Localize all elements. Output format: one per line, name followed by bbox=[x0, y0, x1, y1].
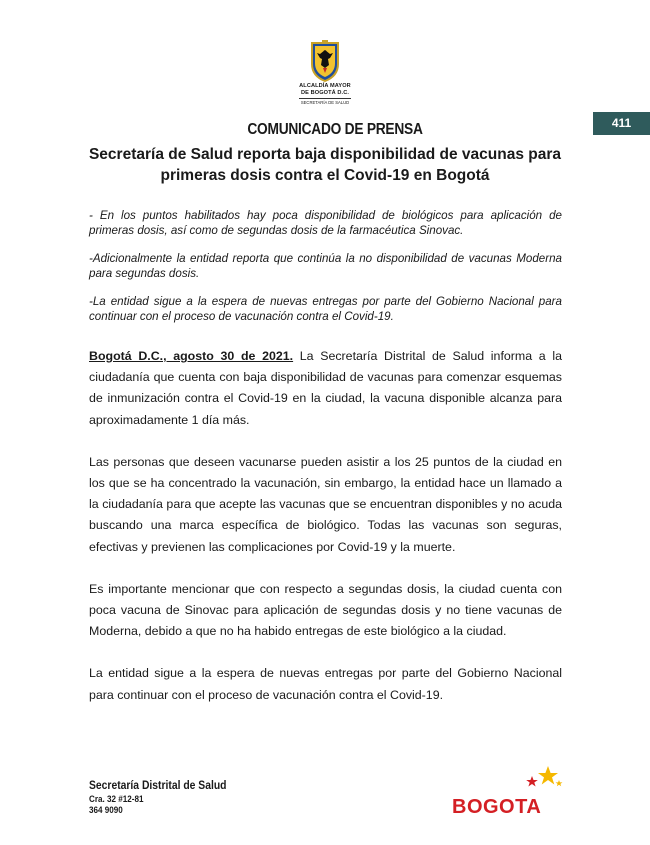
bogota-wordmark: BOGOTA bbox=[452, 796, 542, 818]
body-paragraph-2: Las personas que deseen vacunarse pueden asistir a los 25 puntos de la ciudad en los que se ha concentrado la vacunación, sin embargo, la entidad hace un llamado a la ciudadanía para que acepte las vacunas que se encuentran disponibles y no acuda buscando una marca específica de biológico. Todas las vacunas son seguras, efectivas y previenen las complicaciones por Covid-19 y la muerte. bbox=[89, 454, 562, 554]
highlight-item: -La entidad sigue a la espera de nuevas entregas por parte del Gobierno Nacional para continuar con el proceso de vacunación contra el Covid-19. bbox=[89, 295, 562, 323]
footer-org-name: Secretaría Distrital de Salud bbox=[89, 780, 227, 792]
highlights-list bbox=[89, 208, 562, 337]
press-release-heading: COMUNICADO DE PRENSA bbox=[247, 121, 423, 138]
highlight-item: - En los puntos habilitados hay poca disponibilidad de biológicos para aplicación de primeras dosis, así como de segundas dosis de la farmacéutica Sinovac. bbox=[89, 209, 562, 237]
logo-line-alcaldia: ALCALDÍA MAYOR bbox=[299, 83, 351, 89]
dateline: Bogotá D.C., agosto 30 de 2021. bbox=[89, 349, 294, 363]
stars-icon bbox=[522, 764, 564, 798]
release-title: Secretaría de Salud reporta baja disponibilidad de vacunas para primeras dosis contra el Covid-19 en Bogotá bbox=[88, 146, 562, 184]
release-body bbox=[89, 346, 562, 727]
body-paragraph-4: La entidad sigue a la espera de nuevas entregas por parte del Gobierno Nacional para continuar con el proceso de vacunación contra el Covid-19. bbox=[89, 666, 562, 702]
bogota-brand-logo bbox=[452, 764, 564, 824]
logo-line-secretaria: SECRETARÍA DE SALUD bbox=[300, 99, 350, 105]
logo-line-bogota: DE BOGOTÁ D.C. bbox=[300, 90, 349, 97]
highlight-item: -Adicionalmente la entidad reporta que continúa la no disponibilidad de vacunas Moderna para segundas dosis. bbox=[89, 252, 562, 280]
page-number-badge: 411 bbox=[593, 112, 650, 135]
body-paragraph-3: Es importante mencionar que con respecto a segundas dosis, la ciudad cuenta con poca vacuna de Sinovac para aplicación de segundas dosis y no tiene vacunas de Moderna, debido a que no ha habido entregas de este biológico a la ciudad. bbox=[89, 581, 562, 639]
footer-phone: 364 9090 bbox=[89, 804, 123, 815]
alcaldia-logo bbox=[295, 40, 355, 105]
coat-of-arms-icon bbox=[309, 40, 341, 82]
footer-contact bbox=[89, 779, 289, 815]
body-paragraph-1 bbox=[89, 346, 562, 431]
paragraph-1-text: La Secretaría Distrital de Salud informa a la ciudadanía que cuenta con baja disponibilidad de vacunas para comenzar esquemas de inmunización contra el Covid-19 en la ciudad, la vacuna disponible alcanza para aproximadamente 1 día más. bbox=[89, 349, 562, 427]
footer-address: Cra. 32 #12-81 bbox=[89, 794, 144, 804]
